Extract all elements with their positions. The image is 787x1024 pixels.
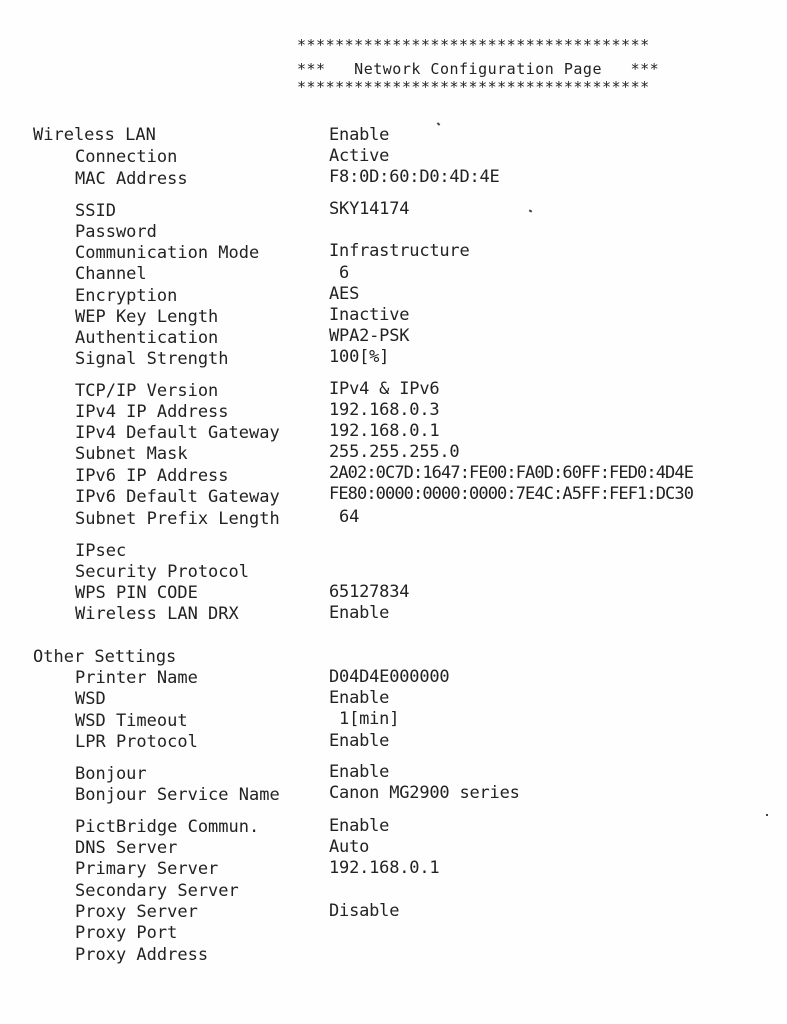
value-ipv4-default-gateway: 192.168.0.1 (329, 421, 440, 441)
label-password: Password (75, 222, 157, 242)
value-ipv6-ip-address: 2A02:0C7D:1647:FE00:FA0D:60FF:FED0:4D4E (329, 463, 694, 483)
label-ipv6-default-gateway: IPv6 Default Gateway (75, 487, 280, 507)
label-channel: Channel (75, 264, 147, 284)
label-bonjour-service-name: Bonjour Service Name (75, 785, 280, 805)
label-primary-server: Primary Server (75, 859, 219, 879)
value-ipv4-ip-address: 192.168.0.3 (329, 400, 440, 420)
label-wireless-lan-drx: Wireless LAN DRX (75, 604, 239, 624)
label-tcpip-version: TCP/IP Version (75, 381, 219, 401)
label-ipv4-default-gateway: IPv4 Default Gateway (75, 423, 280, 443)
value-subnet-mask: 255.255.255.0 (329, 442, 460, 462)
label-dns-server: DNS Server (75, 838, 178, 858)
value-ipv6-default-gateway: FE80:0000:0000:0000:7E4C:A5FF:FEF1:DC30 (329, 484, 694, 504)
value-communication-mode: Infrastructure (329, 241, 470, 261)
section-title-other-settings: Other Settings (33, 647, 177, 667)
label-signal-strength: Signal Strength (75, 349, 229, 369)
label-proxy-address: Proxy Address (75, 945, 209, 965)
page-title: *** Network Configuration Page *** (297, 60, 660, 78)
label-security-protocol: Security Protocol (75, 562, 249, 582)
value-bonjour-service-name: Canon MG2900 series (329, 783, 520, 803)
label-subnet-mask: Subnet Mask (75, 444, 188, 464)
value-wireless-lan-drx: Enable (329, 603, 390, 623)
label-proxy-port: Proxy Port (75, 923, 178, 943)
label-wps-pin-code: WPS PIN CODE (75, 583, 198, 603)
label-communication-mode: Communication Mode (75, 243, 260, 263)
label-ipv4-ip-address: IPv4 IP Address (75, 402, 229, 422)
label-bonjour: Bonjour (75, 764, 147, 784)
label-ipv6-ip-address: IPv6 IP Address (75, 466, 229, 486)
label-secondary-server: Secondary Server (75, 881, 239, 901)
value-wsd: Enable (329, 688, 390, 708)
label-authentication: Authentication (75, 328, 219, 348)
value-subnet-prefix-length: 64 (329, 507, 360, 527)
value-wsd-timeout: 1[min] (329, 709, 400, 729)
value-wep-key-length: Inactive (329, 305, 410, 325)
section-title-wireless-lan: Wireless LAN (33, 125, 156, 145)
value-ssid: SKY14174 (329, 199, 410, 219)
label-pictbridge-commun: PictBridge Commun. (75, 817, 260, 837)
label-proxy-server: Proxy Server (75, 902, 198, 922)
value-connection: Active (329, 146, 390, 166)
scan-speck (529, 209, 533, 212)
header-stars-top: ************************************* (297, 36, 650, 54)
label-wsd-timeout: WSD Timeout (75, 711, 188, 731)
value-wps-pin-code: 65127834 (329, 582, 410, 602)
label-lpr-protocol: LPR Protocol (75, 732, 198, 752)
label-printer-name: Printer Name (75, 668, 198, 688)
label-encryption: Encryption (75, 286, 178, 306)
label-wep-key-length: WEP Key Length (75, 307, 219, 327)
label-connection: Connection (75, 147, 178, 167)
scan-speck (437, 122, 441, 125)
scan-speck (766, 814, 768, 816)
value-mac-address: F8:0D:60:D0:4D:4E (329, 167, 500, 187)
wireless-lan-status: Enable (329, 125, 390, 145)
value-authentication: WPA2-PSK (329, 326, 410, 346)
header-stars-bottom: ************************************* (297, 78, 650, 96)
value-pictbridge-commun: Enable (329, 816, 390, 836)
label-ssid: SSID (75, 201, 116, 221)
label-subnet-prefix-length: Subnet Prefix Length (75, 509, 280, 529)
value-proxy-server: Disable (329, 901, 400, 921)
label-mac-address: MAC Address (75, 169, 188, 189)
value-dns-server: Auto (329, 837, 370, 857)
value-signal-strength: 100[%] (329, 347, 390, 367)
value-encryption: AES (329, 284, 360, 304)
value-bonjour: Enable (329, 762, 390, 782)
value-channel: 6 (329, 263, 350, 283)
label-ipsec: IPsec (75, 541, 127, 561)
value-lpr-protocol: Enable (329, 731, 390, 751)
value-printer-name: D04D4E000000 (329, 667, 450, 687)
label-wsd: WSD (75, 689, 106, 709)
value-tcpip-version: IPv4 & IPv6 (329, 379, 440, 399)
value-primary-server: 192.168.0.1 (329, 858, 440, 878)
